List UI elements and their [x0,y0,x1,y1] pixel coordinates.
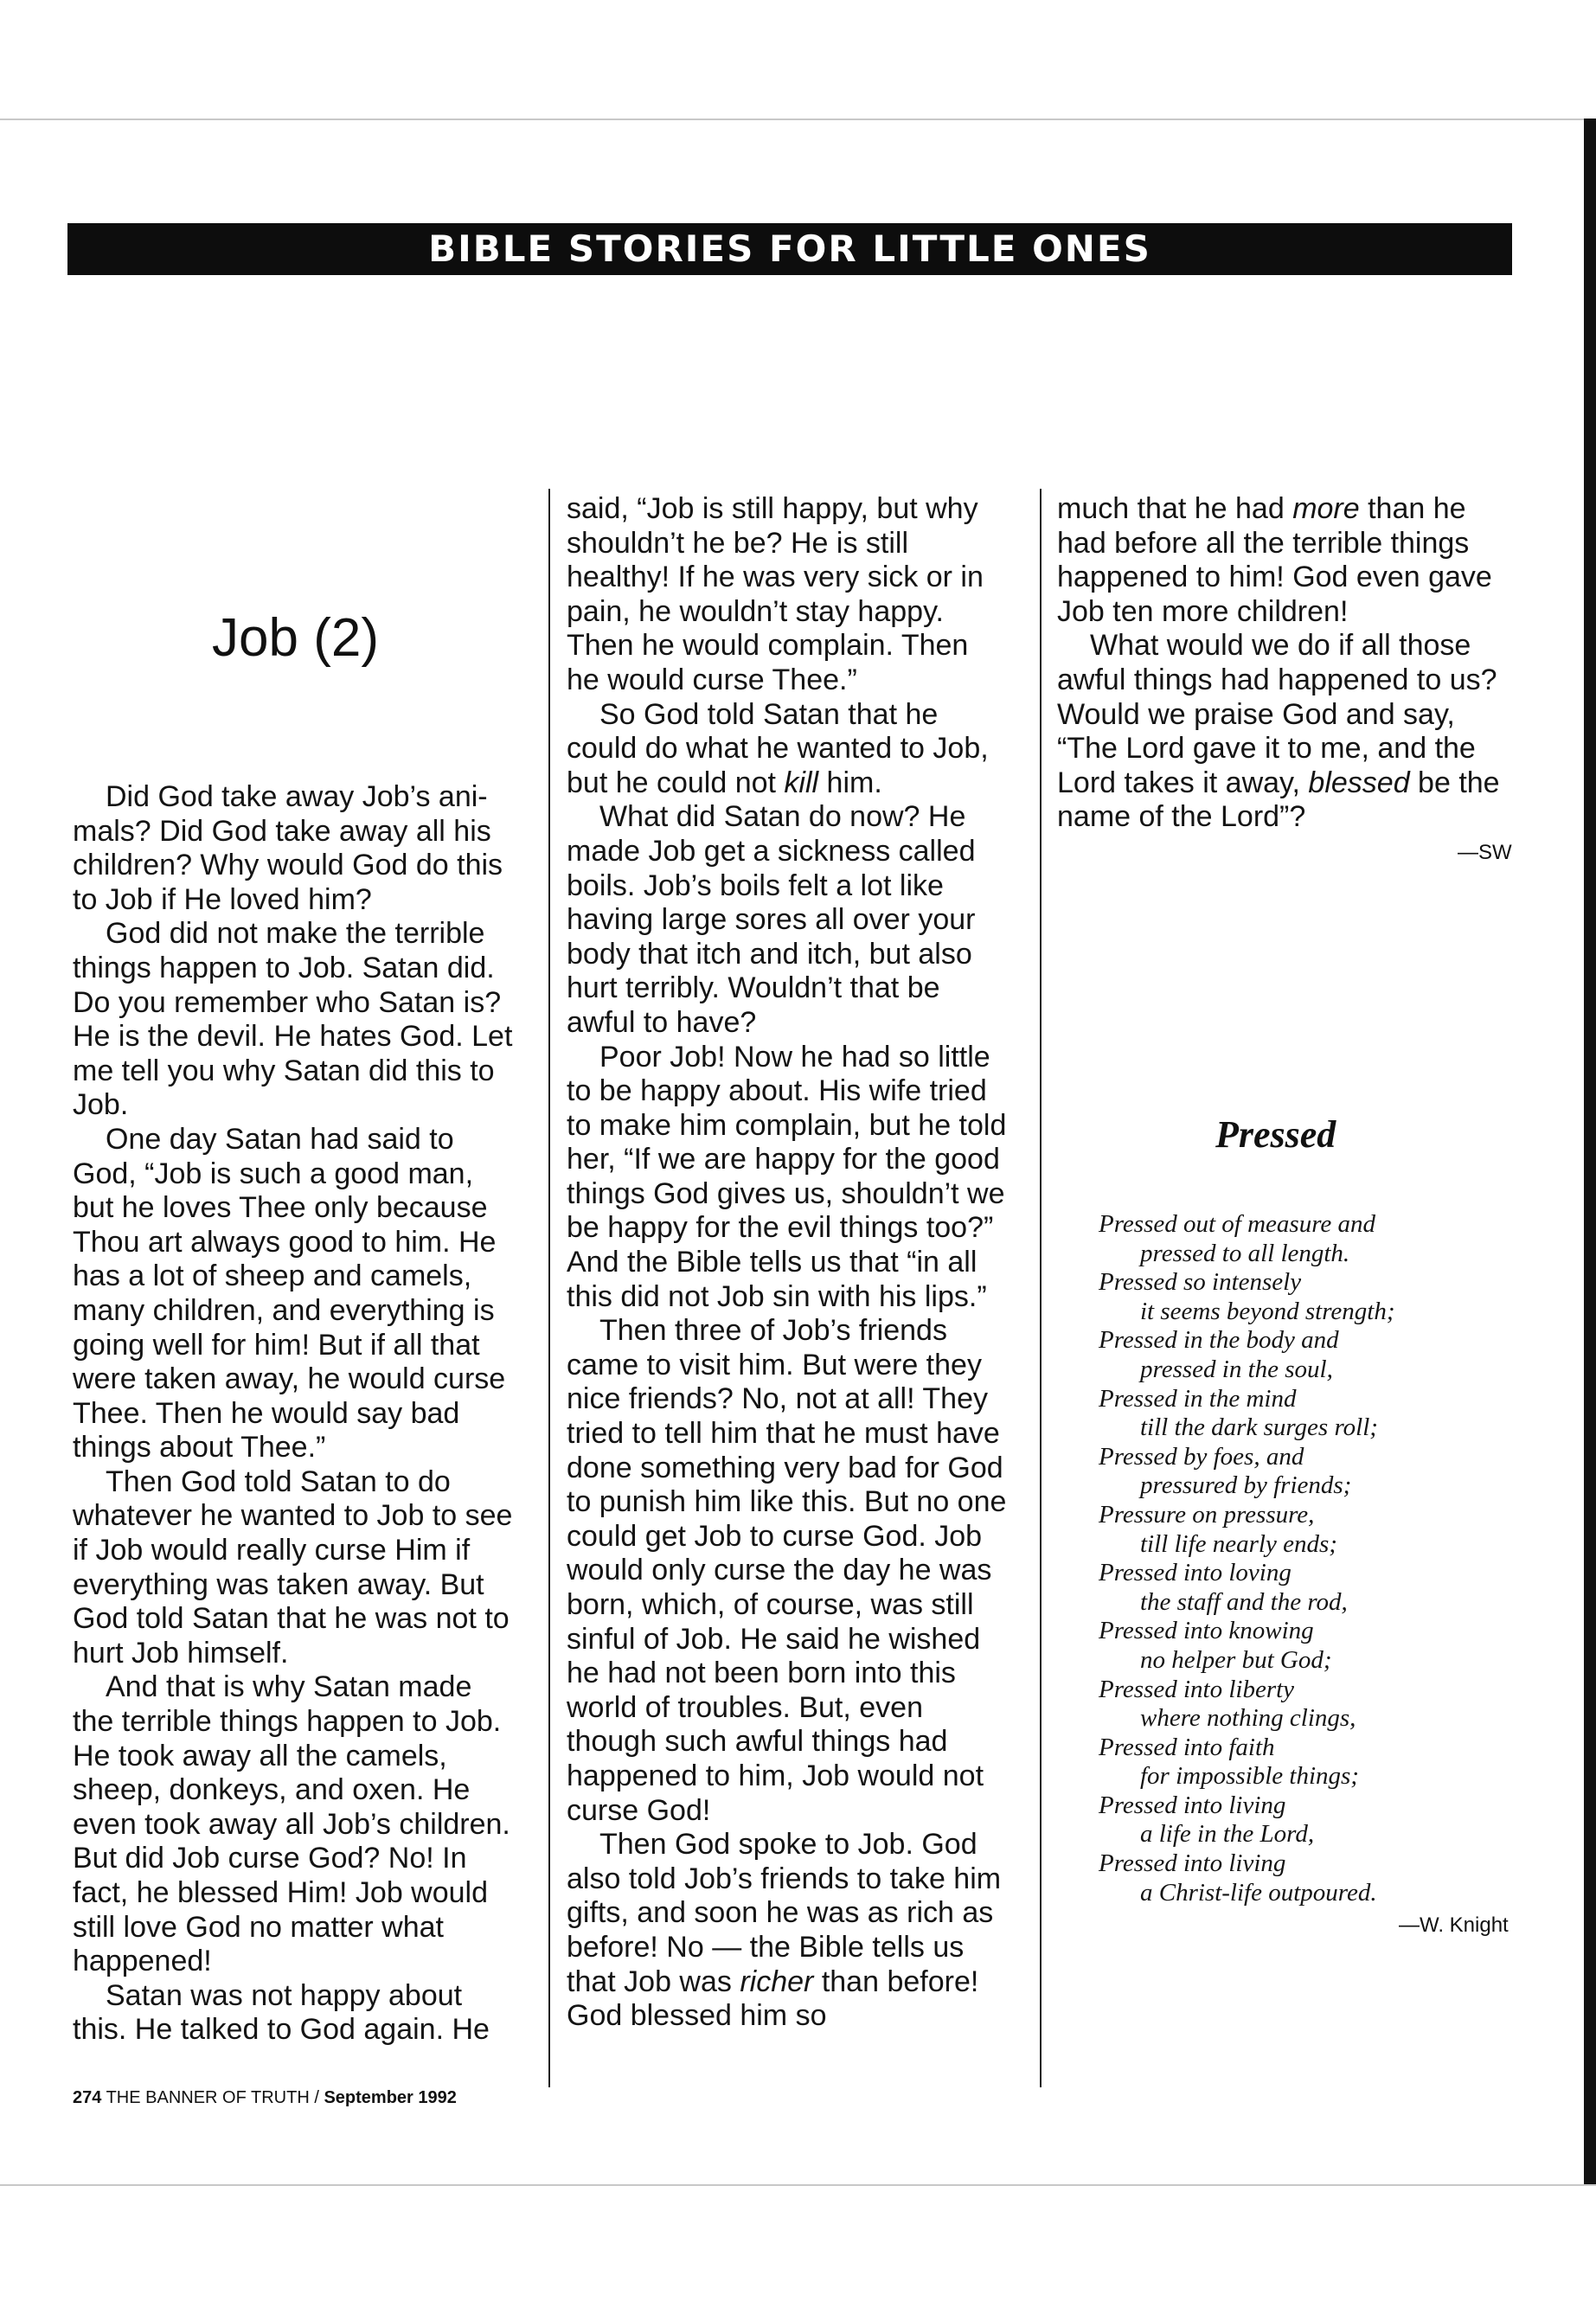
paragraph: God did not make the terrible things happen to Job. Satan did. Do you remember who Satan is? He is the devil. He hates God. Let me tell you why Satan did this to Job. [73,917,513,1122]
poem-line: it seems beyond strength; [1140,1297,1395,1325]
paragraph: And that is why Satan made the terrible things happen to Job. He took away all the camels, sheep, donkeys, and oxen. He even took away all Job’s children. But did Job curse God? No! In fact, he blessed Him! Job would still love God no matter what happened! [73,1670,510,1978]
page-number: 274 [73,2088,102,2107]
poem-title: Pressed [1215,1113,1336,1156]
paragraph: Did God take away Job’s animals? Did God take away all his children? Why would God do this to Job if He loved him? [73,780,503,916]
poem-line: Pressed into faith [1099,1733,1275,1761]
paragraph: said, “Job is still happy, but why shouldn’t he be? He is still healthy! If he was very sick or in pain, he wouldn’t stay happy. Then he would complain. Then he would curse Thee.” [567,492,984,696]
poem-line: Pressed so intensely [1099,1268,1302,1297]
paragraph: What did Satan do now? He made Job get a sickness called boils. Job’s boils felt a lot like having large sores all over your body that itch and itch, but also hurt terribly. Wouldn’t that be awful to have? [567,800,976,1039]
poem-line: Pressed into liberty [1099,1675,1295,1703]
poem-line: a Christ-life outpoured. [1140,1878,1377,1907]
poem-line: Pressed into loving [1099,1559,1292,1587]
poem-line: pressed in the soul, [1140,1355,1333,1383]
story-column-2 [567,492,1008,2034]
paragraph: Poor Job! Now he had so little to be happy about. His wife tried to make him complain, but he told her, “If we are happy for the good things God gives us, shouldn’t we be happy for the evil things too?” And the Bible tells us that “in all this did not Job sin with his lips.” [567,1040,1007,1313]
story-column-1 [73,780,516,2048]
issue-date: September 1992 [324,2088,457,2107]
poem-author: —W. Knight [1399,1913,1509,1937]
poem-line: pressured by friends; [1140,1471,1352,1500]
page-top-edge [0,119,1596,120]
poem-line: Pressed out of measure and [1099,1210,1376,1238]
poem-line: till the dark surges roll; [1140,1413,1378,1442]
story-title: Job (2) [212,608,379,668]
page-bottom-edge [0,2184,1596,2186]
publication-name: THE BANNER OF TRUTH / [106,2088,319,2107]
poem-line: Pressed in the body and [1099,1326,1339,1355]
paragraph: One day Satan had said to God, “Job is such a good man, but he loves Thee only because Thou art always good to him. He has a lot of sheep and camels, many children, and everything is going well for him! But if all that were taken away, he would curse Thee. Then he would say bad things about Thee.” [73,1122,506,1465]
poem-line: where nothing clings, [1140,1704,1356,1733]
poem-line: till life nearly ends; [1140,1529,1337,1558]
paragraph: Satan was not happy about this. He talked to God again. He [73,1978,490,2047]
poem-line: Pressed into living [1099,1849,1286,1878]
page-right-edge [1584,119,1596,2186]
poem-line: Pressed by foes, and [1099,1442,1304,1471]
poem-body [1099,1210,1514,1907]
paragraph: What would we do if all those awful things had happened to us? Would we praise God and say, “The Lord gave it to me, and the Lord takes it away, blessed be the name of the Lord”? [1057,629,1500,834]
story-column-3 [1057,492,1507,835]
poem-line: pressed to all length. [1140,1239,1350,1267]
poem-line: no helper but God; [1140,1645,1332,1674]
section-banner: BIBLE STORIES FOR LITTLE ONES [67,223,1512,275]
poem-line: a life in the Lord, [1140,1820,1315,1849]
paragraph: much that he had more than he had before all the terrible things happened to him! God even gave Job ten more children! [1057,492,1492,628]
paragraph: So God told Satan that he could do what he wanted to Job, but he could not kill him. [567,697,989,799]
poem-line: the staff and the rod, [1140,1587,1348,1616]
page-footer [73,2088,457,2108]
poem-line: Pressed into living [1099,1791,1286,1819]
paragraph: Then three of Job’s friends came to visit him. But were they nice friends? No, not at all! They tried to tell him that he must have done something very bad for God to punish him like this. But no one could get Job to curse God. Job would only curse the day he was born, which, of course, was still sinful of Job. He said he wished he had not been born into this world of troubles. But, even though such awful things had happened to him, Job would not curse God! [567,1314,1007,1827]
poem-line: Pressed into knowing [1099,1617,1314,1645]
poem-line: Pressure on pressure, [1099,1500,1315,1529]
poem-line: for impossible things; [1140,1762,1359,1791]
poem-line: Pressed in the mind [1099,1384,1297,1413]
column-divider [1040,489,1042,2087]
story-signature: —SW [1458,841,1512,864]
paragraph: Then God spoke to Job. God also told Job’s friends to take him gifts, and soon he was as rich as before! No — the Bible tells us that Job was richer than before! God blessed him so [567,1828,1002,2033]
paragraph: Then God told Satan to do whatever he wanted to Job to see if Job would really curse Him if everything was taken away. But God told Satan that he was not to hurt Job himself. [73,1465,513,1670]
column-divider [548,489,550,2087]
